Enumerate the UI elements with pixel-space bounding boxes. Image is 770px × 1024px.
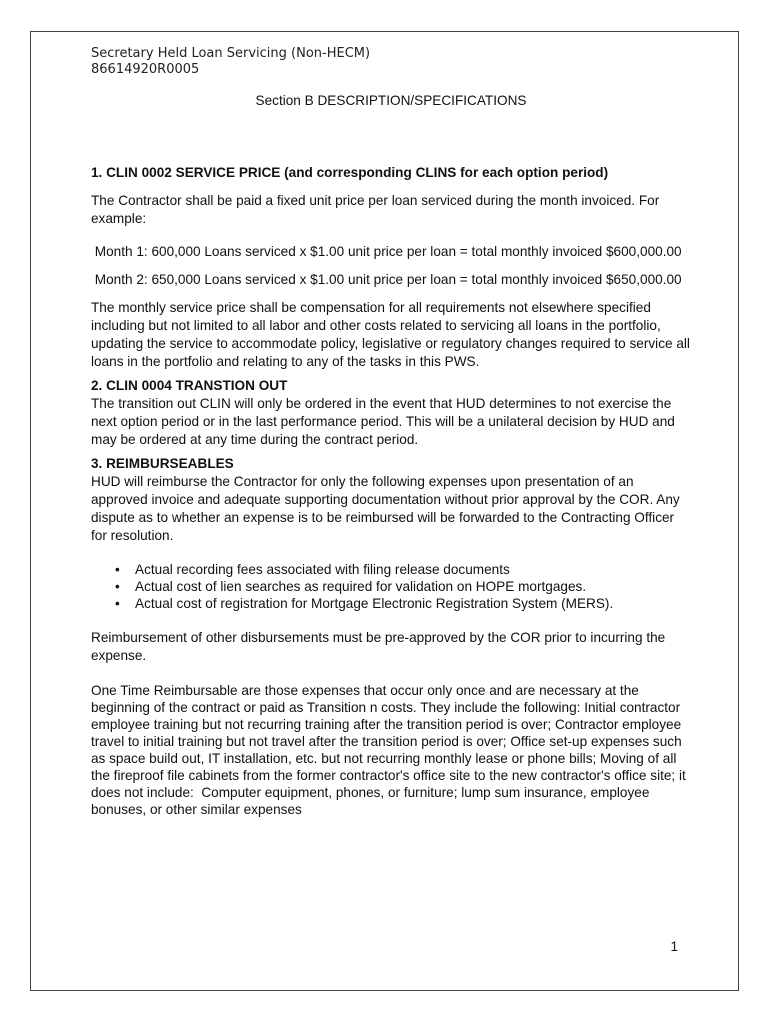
list-item: • Actual cost of registration for Mortgage Electronic Registration System (MERS). — [135, 595, 691, 612]
month-2-example: Month 2: 650,000 Loans serviced x $1.00 unit price per loan = total monthly invoiced $650,000.00 — [91, 272, 682, 287]
month-1-example: Month 1: 600,000 Loans serviced x $1.00 unit price per loan = total monthly invoiced $600,000.00 — [91, 244, 682, 259]
section-1-heading: 1. CLIN 0002 SERVICE PRICE (and corresponding CLINS for each option period) — [91, 165, 609, 180]
document-page — [30, 31, 739, 991]
page-content — [91, 46, 691, 818]
list-item: • Actual cost of lien searches as required for validation on HOPE mortgages. — [135, 578, 691, 595]
section-3-intro: HUD will reimburse the Contractor for only the following expenses upon presentation of an approved invoice and adequate supporting documentation without prior approval by the COR. Any dispute as to whether an expense is to be reimbursed will be forwarded to the Contracting Officer for resolution. — [91, 474, 680, 543]
section-1-body: The monthly service price shall be compensation for all requirements not elsewhere specified including but not limited to all labor and other costs related to servicing all loans in the portfolio, updating the service to accommodate policy, legislative or regulatory changes required to service all loans in the portfolio and relating to any of the tasks in this PWS. — [91, 300, 690, 369]
section-1-intro: The Contractor shall be paid a fixed unit price per loan serviced during the month invoiced. For example: — [91, 193, 660, 226]
solicitation-number: 86614920R0005 — [91, 62, 200, 77]
reimbursable-list — [91, 561, 691, 612]
section-2-body: The transition out CLIN will only be ordered in the event that HUD determines to not exercise the next option period or in the last performance period. This will be a unilateral decision by HUD and may be ordered at any time during the contract period. — [91, 396, 675, 447]
document-title: Secretary Held Loan Servicing (Non-HECM) — [91, 46, 371, 61]
preapproval-note: Reimbursement of other disbursements must be pre-approved by the COR prior to incurring the expense. — [91, 630, 666, 663]
section-2-heading: 2. CLIN 0004 TRANSTION OUT — [91, 378, 288, 393]
one-time-reimbursable-text: One Time Reimbursable are those expenses that occur only once and are necessary at the beginning of the contract or paid as Transition n costs. They include the following: Initial contractor employee training but not recurring training after the transition period is over; Contractor employee travel to initial training but not travel after the transition period is over; Office set-up expenses such as space build out, IT installation, etc. but not recurring monthly lease or phone bills; Moving of all the fireproof file cabinets from the former contractor's office site to the new contractor's office site; it does not include: Computer equipment, phones, or furniture; lump sum insurance, employee bonuses, or other similar expenses — [91, 683, 686, 817]
section-3-heading: 3. REIMBURSEABLES — [91, 456, 234, 471]
page-number: 1 — [670, 939, 678, 954]
list-item: • Actual recording fees associated with filing release documents — [135, 561, 691, 578]
section-heading: Section B DESCRIPTION/SPECIFICATIONS — [255, 93, 527, 108]
